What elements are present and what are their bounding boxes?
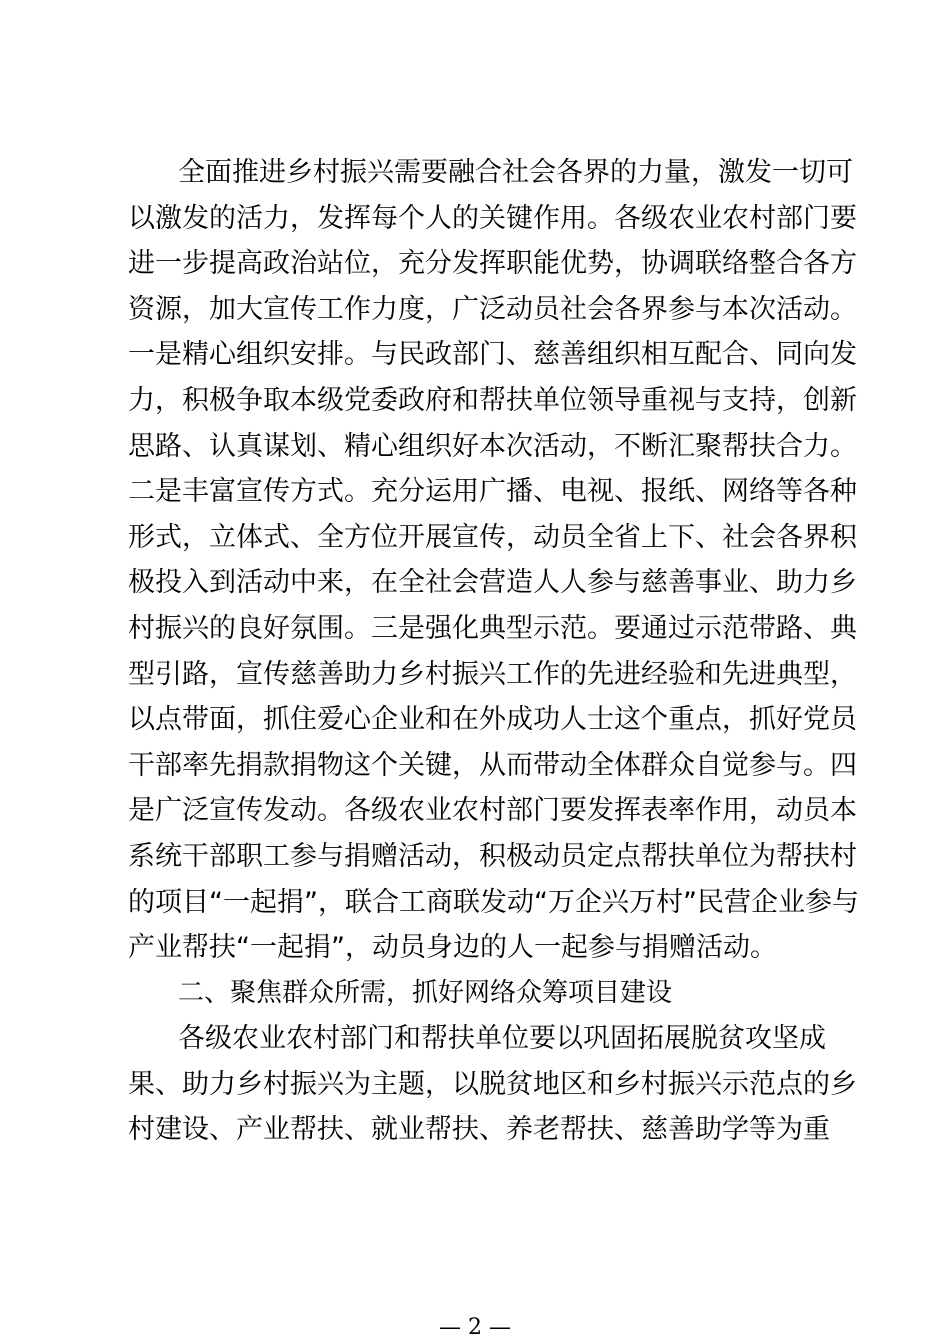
paragraph-line-7: 思路、认真谋划、精心组织好本次活动，不断汇聚帮扶合力。	[128, 430, 857, 462]
section-heading: 二、聚焦群众所需，抓好网络众筹项目建设	[178, 977, 673, 1008]
document-body	[128, 150, 859, 1153]
page-number: — 2 —	[439, 1315, 511, 1340]
paragraph-line-20: 各级农业农村部门和帮扶单位要以巩固拓展脱贫攻坚成	[178, 1023, 826, 1055]
paragraph-line-13: 以点带面，抓住爱心企业和在外成功人士这个重点，抓好党员	[128, 704, 857, 736]
paragraph-line-8: 二是丰富宣传方式。充分运用广播、电视、报纸、网络等各种	[128, 476, 857, 508]
paragraph-line-3: 进一步提高政治站位，充分发挥职能优势，协调联络整合各方	[128, 248, 857, 280]
paragraph-line-17: 的项目“一起捐”，联合工商联发动“万企兴万村”民营企业参与	[128, 886, 859, 918]
paragraph-line-9: 形式，立体式、全方位开展宣传，动员全省上下、社会各界积	[128, 521, 857, 553]
paragraph-line-4: 资源，加大宣传工作力度，广泛动员社会各界参与本次活动。	[128, 293, 857, 325]
paragraph-line-6: 力，积极争取本级党委政府和帮扶单位领导重视与支持，创新	[128, 384, 857, 416]
paragraph-line-12: 型引路，宣传慈善助力乡村振兴工作的先进经验和先进典型，	[128, 658, 857, 690]
paragraph-line-16: 系统干部职工参与捐赠活动，积极动员定点帮扶单位为帮扶村	[128, 840, 857, 872]
paragraph-line-10: 极投入到活动中来，在全社会营造人人参与慈善事业、助力乡	[128, 567, 857, 599]
paragraph-line-21: 果、助力乡村振兴为主题，以脱贫地区和乡村振兴示范点的乡	[128, 1068, 857, 1100]
paragraph-line-11: 村振兴的良好氛围。三是强化典型示范。要通过示范带路、典	[128, 612, 857, 644]
paragraph-line-5: 一是精心组织安排。与民政部门、慈善组织相互配合、同向发	[128, 339, 857, 371]
paragraph-line-14: 干部率先捐款捐物这个关键，从而带动全体群众自觉参与。四	[128, 749, 857, 781]
paragraph-line-18: 产业帮扶“一起捐”，动员身边的人一起参与捐赠活动。	[128, 932, 777, 964]
paragraph-line-2: 以激发的活力，发挥每个人的关键作用。各级农业农村部门要	[128, 202, 857, 234]
paragraph-line-1: 全面推进乡村振兴需要融合社会各界的力量，激发一切可	[178, 157, 853, 188]
paragraph-line-22: 村建设、产业帮扶、就业帮扶、养老帮扶、慈善助学等为重	[128, 1114, 830, 1146]
paragraph-line-15: 是广泛宣传发动。各级农业农村部门要发挥表率作用，动员本	[128, 795, 857, 827]
